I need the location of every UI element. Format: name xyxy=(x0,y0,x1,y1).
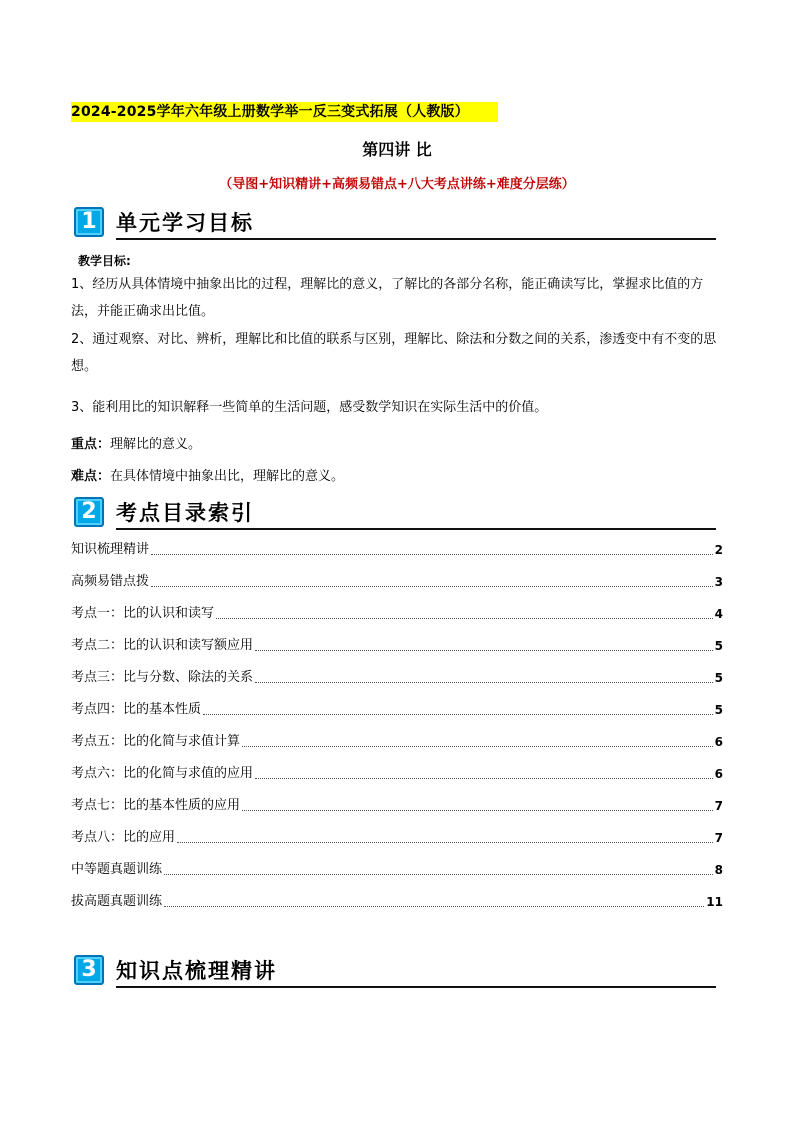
toc-leader xyxy=(151,554,713,555)
toc-entry-label: 考点三：比与分数、除法的关系 xyxy=(71,670,254,685)
number-1-icon: 1 xyxy=(74,207,104,237)
toc-leader xyxy=(255,682,713,683)
goal-item: 1、经历从具体情境中抽象出比的过程，理解比的意义，了解比的各部分名称，能正确读写比，掌握求比值的方法，并能正确求出比值。 xyxy=(71,277,704,319)
toc-entry-page: 5 xyxy=(714,671,723,685)
document-banner: 2024-2025学年六年级上册数学举一反三变式拓展（人教版） xyxy=(71,102,498,122)
lecture-title: 第四讲 比 xyxy=(362,140,432,159)
toc-entry-page: 6 xyxy=(714,767,723,781)
goal-item: 2、通过观察、对比、辨析，理解比和比值的联系与区别，理解比、除法和分数之间的关系，渗透变中有不变的思想。 xyxy=(71,332,717,374)
teaching-goals-label: 教学目标: xyxy=(78,254,131,268)
toc-entry-page: 6 xyxy=(714,735,723,749)
difficult-point-text: 在具体情境中抽象出比，理解比的意义。 xyxy=(110,469,345,484)
number-3-icon: 3 xyxy=(74,955,104,985)
toc-leader xyxy=(164,874,713,875)
toc-leader xyxy=(216,618,713,619)
toc-entry[interactable] xyxy=(71,572,723,592)
toc-leader xyxy=(203,714,713,715)
toc-entry[interactable] xyxy=(71,604,723,624)
toc-entry-page: 5 xyxy=(714,703,723,717)
toc-entry-page: 7 xyxy=(714,799,723,813)
toc-entry-page: 3 xyxy=(714,575,723,589)
toc-leader xyxy=(255,778,713,779)
section-1-title: 单元学习目标 xyxy=(116,211,254,235)
toc-entry[interactable] xyxy=(71,796,723,816)
toc-entry[interactable] xyxy=(71,668,723,688)
toc-entry-label: 考点六：比的化简与求值的应用 xyxy=(71,766,254,781)
toc-entry-page: 8 xyxy=(714,863,723,877)
section-divider xyxy=(116,528,716,530)
toc-leader xyxy=(164,906,704,907)
toc-entry[interactable] xyxy=(71,764,723,784)
lecture-subtitle: （导图+知识精讲+高频易错点+八大考点讲练+难度分层练） xyxy=(219,177,575,192)
toc-entry-page: 7 xyxy=(714,831,723,845)
toc-entry[interactable] xyxy=(71,700,723,720)
toc-entry-page: 4 xyxy=(714,607,723,621)
section-3-header xyxy=(74,955,716,989)
toc-entry[interactable] xyxy=(71,732,723,752)
toc-entry-label: 考点七：比的基本性质的应用 xyxy=(71,798,241,813)
goal-item: 3、能利用比的知识解释一些简单的生活问题，感受数学知识在实际生活中的价值。 xyxy=(71,400,548,415)
toc-entry[interactable] xyxy=(71,860,723,880)
difficult-point xyxy=(71,463,725,490)
toc-entry-label: 中等题真题训练 xyxy=(71,862,163,877)
section-1-header xyxy=(74,207,716,241)
toc-entry-page: 11 xyxy=(706,895,723,909)
toc-entry-label: 考点八：比的应用 xyxy=(71,830,176,845)
section-2-title: 考点目录索引 xyxy=(116,501,254,525)
toc-entry-label: 知识梳理精讲 xyxy=(71,542,150,557)
toc-leader xyxy=(255,650,713,651)
toc-entry-page: 2 xyxy=(714,543,723,557)
section-3-title: 知识点梳理精讲 xyxy=(116,959,277,983)
toc-entry-label: 拔高题真题训练 xyxy=(71,894,163,909)
toc-entry-label: 考点二：比的认识和读写额应用 xyxy=(71,638,254,653)
toc-entry-page: 5 xyxy=(714,639,723,653)
toc-entry[interactable] xyxy=(71,636,723,656)
toc-entry-label: 考点五：比的化简与求值计算 xyxy=(71,734,241,749)
toc-entry[interactable] xyxy=(71,828,723,848)
number-2-icon: 2 xyxy=(74,497,104,527)
toc-entry[interactable] xyxy=(71,892,723,912)
toc-leader xyxy=(242,746,713,747)
section-2-header xyxy=(74,497,716,531)
toc-entry[interactable] xyxy=(71,540,723,560)
difficult-point-label: 难点： xyxy=(71,469,111,484)
key-point-text: 理解比的意义。 xyxy=(110,437,202,452)
toc-entry-label: 考点四：比的基本性质 xyxy=(71,702,202,717)
section-divider xyxy=(116,238,716,240)
toc-entry-label: 考点一：比的认识和读写 xyxy=(71,606,215,621)
key-point-label: 重点： xyxy=(71,437,111,452)
toc-entry-label: 高频易错点拨 xyxy=(71,574,150,589)
toc-leader xyxy=(151,586,713,587)
toc-leader xyxy=(242,810,713,811)
section-divider xyxy=(116,986,716,988)
key-point xyxy=(71,431,725,458)
toc-leader xyxy=(177,842,713,843)
